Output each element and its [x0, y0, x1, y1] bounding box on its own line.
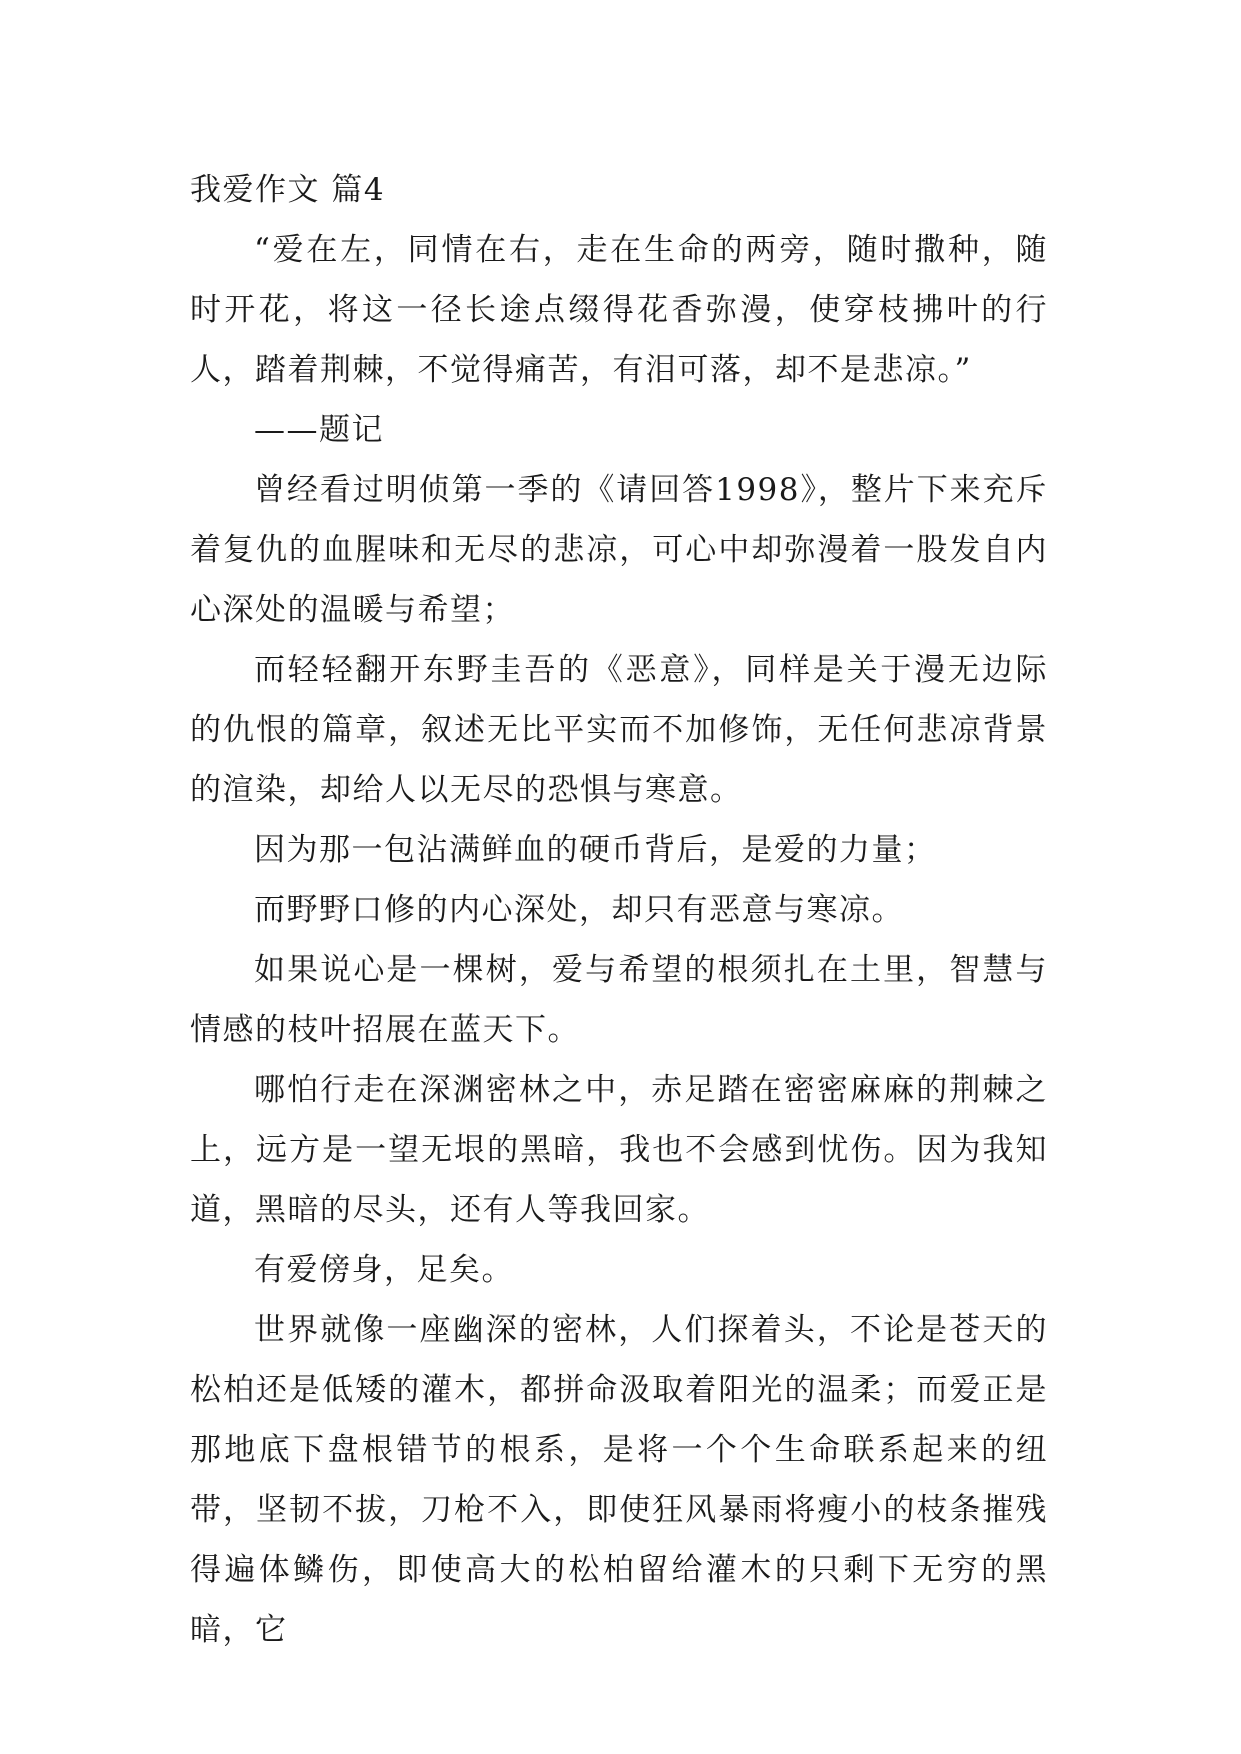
- body-paragraph: 因为那一包沾满鲜血的硬币背后，是爱的力量；: [254, 832, 937, 868]
- body-paragraph: 而野野口修的内心深处，却只有恶意与寒凉。: [254, 892, 904, 928]
- epigraph-paragraph: “爱在左，同情在右，走在生命的两旁，随时撒种，随时开花，将这一径长途点缀得花香弥漫，使穿枝拂叶的行人，踏着荆棘，不觉得痛苦，有泪可落，却不是悲凉。”: [190, 232, 1048, 388]
- body-paragraph: 有爱傍身，足矣。: [254, 1252, 514, 1288]
- essay-heading: 我爱作文 篇4: [190, 172, 386, 208]
- document-body: [190, 160, 1048, 1660]
- body-paragraph: 而轻轻翻开东野圭吾的《恶意》，同样是关于漫无边际的仇恨的篇章，叙述无比平实而不加修饰，无任何悲凉背景的渲染，却给人以无尽的恐惧与寒意。: [190, 652, 1048, 808]
- body-paragraph: 如果说心是一棵树，爱与希望的根须扎在土里，智慧与情感的枝叶招展在蓝天下。: [190, 952, 1048, 1048]
- body-paragraph: 哪怕行走在深渊密林之中，赤足踏在密密麻麻的荆棘之上，远方是一望无垠的黑暗，我也不会感到忧伤。因为我知道，黑暗的尽头，还有人等我回家。: [190, 1072, 1048, 1228]
- body-paragraph: 世界就像一座幽深的密林，人们探着头，不论是苍天的松柏还是低矮的灌木，都拼命汲取着阳光的温柔；而爱正是那地底下盘根错节的根系，是将一个个生命联系起来的纽带，坚韧不拔，刀枪不入，即使狂风暴雨将瘦小的枝条摧残得遍体鳞伤，即使高大的松柏留给灌木的只剩下无穷的黑暗，它: [190, 1312, 1048, 1648]
- epigraph-attribution: ——题记: [254, 412, 384, 448]
- body-paragraph: 曾经看过明侦第一季的《请回答1998》，整片下来充斥着复仇的血腥味和无尽的悲凉，可心中却弥漫着一股发自内心深处的温暖与希望；: [190, 472, 1048, 628]
